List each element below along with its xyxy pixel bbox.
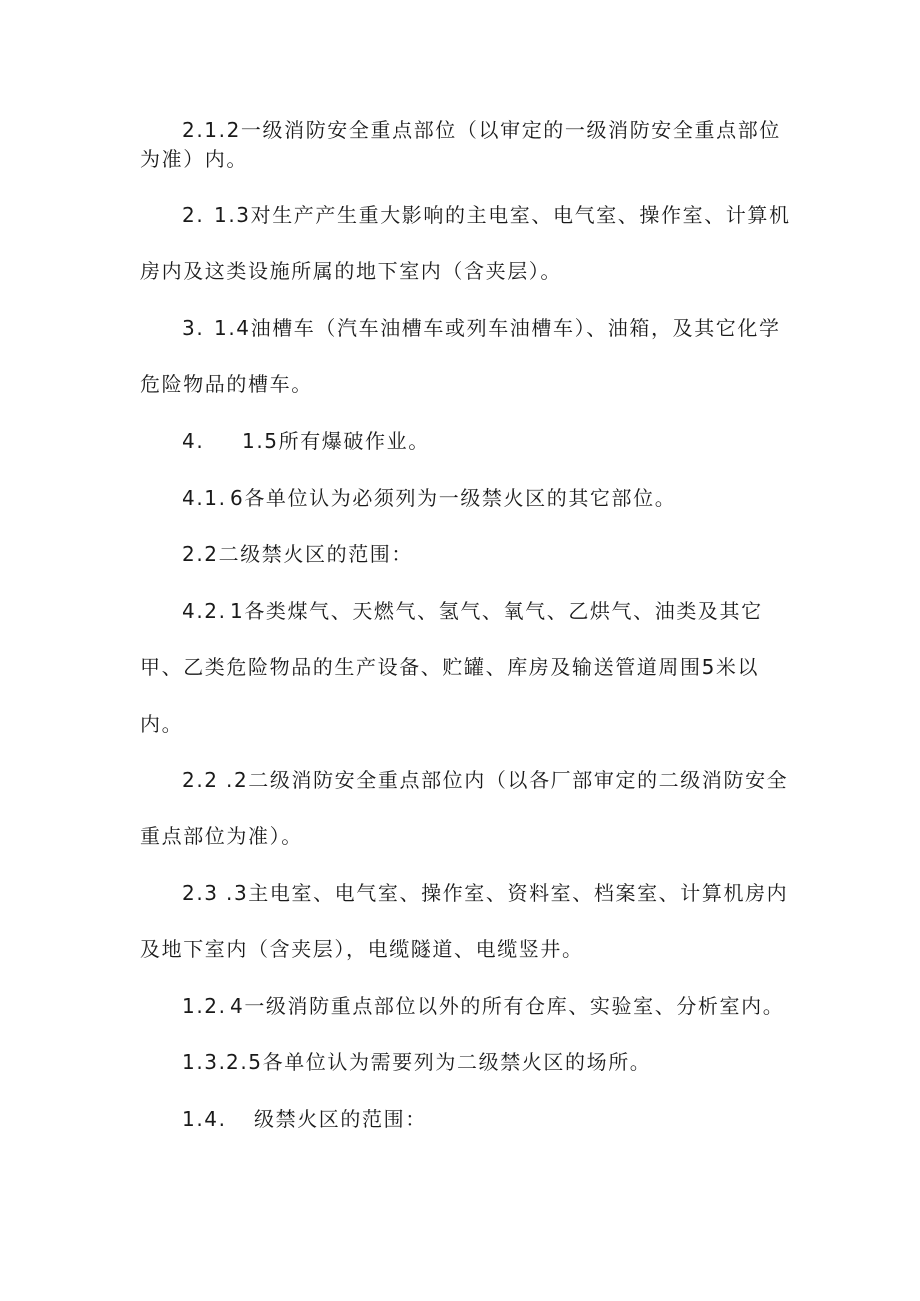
line-text: 房内及这类设施所属的地下室内（含夹层）。 bbox=[140, 259, 562, 283]
list-number: 1.3. bbox=[182, 1050, 227, 1074]
list-number: 3. bbox=[182, 316, 205, 340]
paragraph-line bbox=[140, 145, 248, 173]
paragraph-line bbox=[140, 257, 562, 285]
list-number: 1.2. bbox=[182, 994, 227, 1018]
line-text: 2.1.2一级消防安全重点部位（以审定的一级消防安全重点部位 bbox=[182, 118, 781, 142]
paragraph-line bbox=[182, 992, 784, 1020]
paragraph-line bbox=[182, 879, 788, 907]
paragraph-line bbox=[182, 116, 781, 144]
list-number: 2. bbox=[182, 203, 205, 227]
paragraph-line bbox=[182, 540, 413, 568]
paragraph-line bbox=[140, 935, 584, 963]
line-text: 为准）内。 bbox=[140, 147, 248, 171]
paragraph-line bbox=[182, 201, 791, 229]
line-text: 2.5各单位认为需要列为二级禁火区的场所。 bbox=[226, 1050, 652, 1074]
line-text: .3主电室、电气室、操作室、资料室、档案室、计算机房内 bbox=[226, 881, 789, 905]
line-text: 甲、乙类危险物品的生产设备、贮罐、库房及输送管道周围5米以 bbox=[140, 655, 760, 679]
line-text: .2二级消防安全重点部位内（以各厂部审定的二级消防安全 bbox=[226, 768, 789, 792]
line-text: 危险物品的槽车。 bbox=[140, 372, 313, 396]
line-text: 重点部位为准）。 bbox=[140, 824, 303, 848]
list-number: 4.1. bbox=[182, 486, 227, 510]
paragraph-line bbox=[140, 822, 303, 850]
paragraph-line bbox=[140, 370, 313, 398]
line-text: 6各单位认为必须列为一级禁火区的其它部位。 bbox=[230, 486, 677, 510]
line-text: 1各类煤气、天燃气、氢气、氧气、乙烘气、油类及其它 bbox=[230, 599, 763, 623]
list-number: 2.3 bbox=[182, 881, 219, 905]
line-text: 级禁火区的范围： bbox=[254, 1107, 427, 1131]
line-text: 1.3对生产产生重大影响的主电室、电气室、操作室、计算机 bbox=[214, 203, 791, 227]
paragraph-line bbox=[182, 427, 430, 455]
line-text: 及地下室内（含夹层），电缆隧道、电缆竖井。 bbox=[140, 937, 584, 961]
paragraph-line bbox=[140, 653, 759, 681]
line-text: 4一级消防重点部位以外的所有仓库、实验室、分析室内。 bbox=[230, 994, 785, 1018]
line-text: 2.2二级禁火区的范围： bbox=[182, 542, 414, 566]
paragraph-line bbox=[182, 1048, 651, 1076]
list-number: 2.2 bbox=[182, 768, 219, 792]
paragraph-line bbox=[182, 1105, 427, 1133]
line-text: 1.4油槽车（汽车油槽车或列车油槽车）、油箱，及其它化学 bbox=[214, 316, 781, 340]
list-number: 4.2. bbox=[182, 599, 227, 623]
paragraph-line bbox=[140, 710, 183, 738]
paragraph-line bbox=[182, 314, 781, 342]
paragraph-line bbox=[182, 597, 763, 625]
line-text: 1.5所有爆破作业。 bbox=[242, 429, 430, 453]
list-number: 1.4. bbox=[182, 1107, 227, 1131]
line-text: 内。 bbox=[140, 712, 184, 736]
paragraph-line bbox=[182, 484, 676, 512]
list-number: 4. bbox=[182, 429, 205, 453]
paragraph-line bbox=[182, 766, 788, 794]
